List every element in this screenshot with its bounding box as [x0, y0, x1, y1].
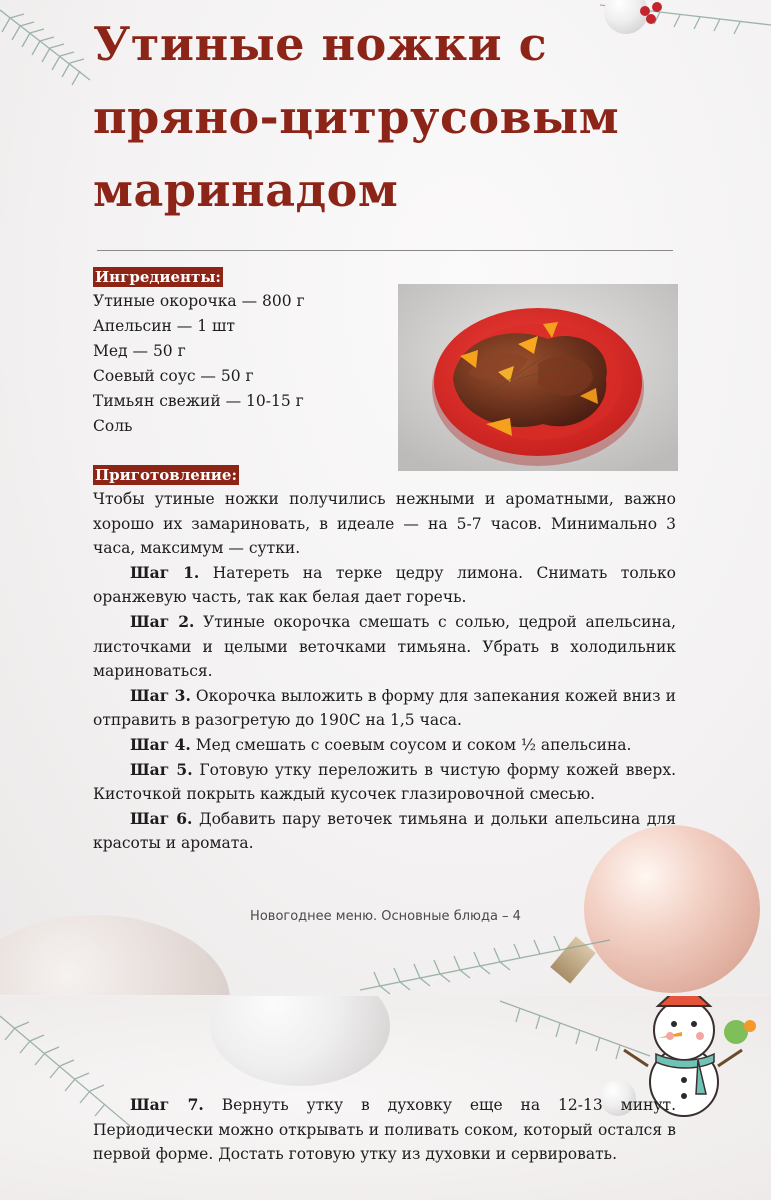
ornament-lace-bottom-left: [0, 915, 230, 995]
step-text: Добавить пару веточек тимьяна и дольки апельсина для красоты и аромата.: [93, 809, 676, 853]
step-text: Натереть на терке цедру лимона. Снимать только оранжевую часть, так как белая дает горечь.: [93, 563, 676, 607]
step-label: Шаг 7.: [130, 1095, 204, 1114]
step-3: [93, 684, 676, 733]
title-line-1: Утиные ножки с: [93, 17, 548, 71]
step-text: Утиные окорочка смешать с солью, цедрой апельсина, листочками и целыми веточками тимьяна. Убрать в холодильник мариноваться.: [93, 612, 676, 681]
step-label: Шаг 1.: [130, 562, 200, 582]
step-4: [93, 733, 676, 758]
preparation-text: [93, 487, 676, 856]
title-line-3: маринадом: [93, 163, 399, 217]
step-text: Мед смешать с соевым соусом и соком ½ апельсина.: [195, 735, 632, 754]
step-label: Шаг 5.: [130, 759, 193, 779]
ingredients-heading: Ингредиенты:: [95, 268, 221, 286]
page-title: [93, 8, 733, 227]
ingredient-item: Апельсин — 1 шт: [93, 317, 235, 335]
step-label: Шаг 3.: [130, 685, 191, 705]
recipe-page-2: [0, 996, 771, 1200]
step-text: Вернуть утку в духовку еще на 12-13 минут. Периодически можно открывать и поливать соком, который остался в первой форме. Достать готовую утку из духовки и сервировать.: [93, 1096, 676, 1164]
ornament-white-left: [210, 996, 390, 1086]
ingredient-item: Соевый соус — 50 г: [93, 367, 254, 385]
dish-photo: [398, 284, 678, 471]
step-7: [93, 1093, 676, 1167]
step-text: Окорочка выложить в форму для запекания кожей вниз и отправить в разогретую до 190С на 1,5 часа.: [93, 686, 676, 730]
page-footer: Новогоднее меню. Основные блюда – 4: [250, 909, 521, 924]
preparation-intro: Чтобы утиные ножки получились нежными и ароматными, важно хорошо их замариновать, в идеале — на 5-7 часов. Минимально 3 часа, максимум — сутки.: [93, 490, 676, 558]
step-5: [93, 758, 676, 807]
ingredient-item: Тимьян свежий — 10-15 г: [93, 392, 304, 410]
ingredients-list: [93, 289, 383, 439]
ingredient-item: Соль: [93, 417, 133, 435]
step-2: [93, 610, 676, 684]
step-label: Шаг 2.: [130, 611, 195, 631]
title-line-2: пряно-цитрусовым: [93, 90, 620, 144]
page2-text: [93, 1093, 676, 1167]
step-1: [93, 561, 676, 610]
step-6: [93, 807, 676, 856]
ingredient-item: Утиные окорочка — 800 г: [93, 292, 305, 310]
step-text: Готовую утку переложить в чистую форму кожей вверх. Кисточкой покрыть каждый кусочек глазировочной смесью.: [93, 760, 676, 804]
step-label: Шаг 6.: [130, 808, 193, 828]
step-label: Шаг 4.: [130, 734, 191, 754]
title-divider: [97, 250, 673, 251]
pine-branch-bottom: [360, 930, 610, 995]
preparation-heading: Приготовление:: [95, 466, 238, 484]
ingredient-item: Мед — 50 г: [93, 342, 186, 360]
